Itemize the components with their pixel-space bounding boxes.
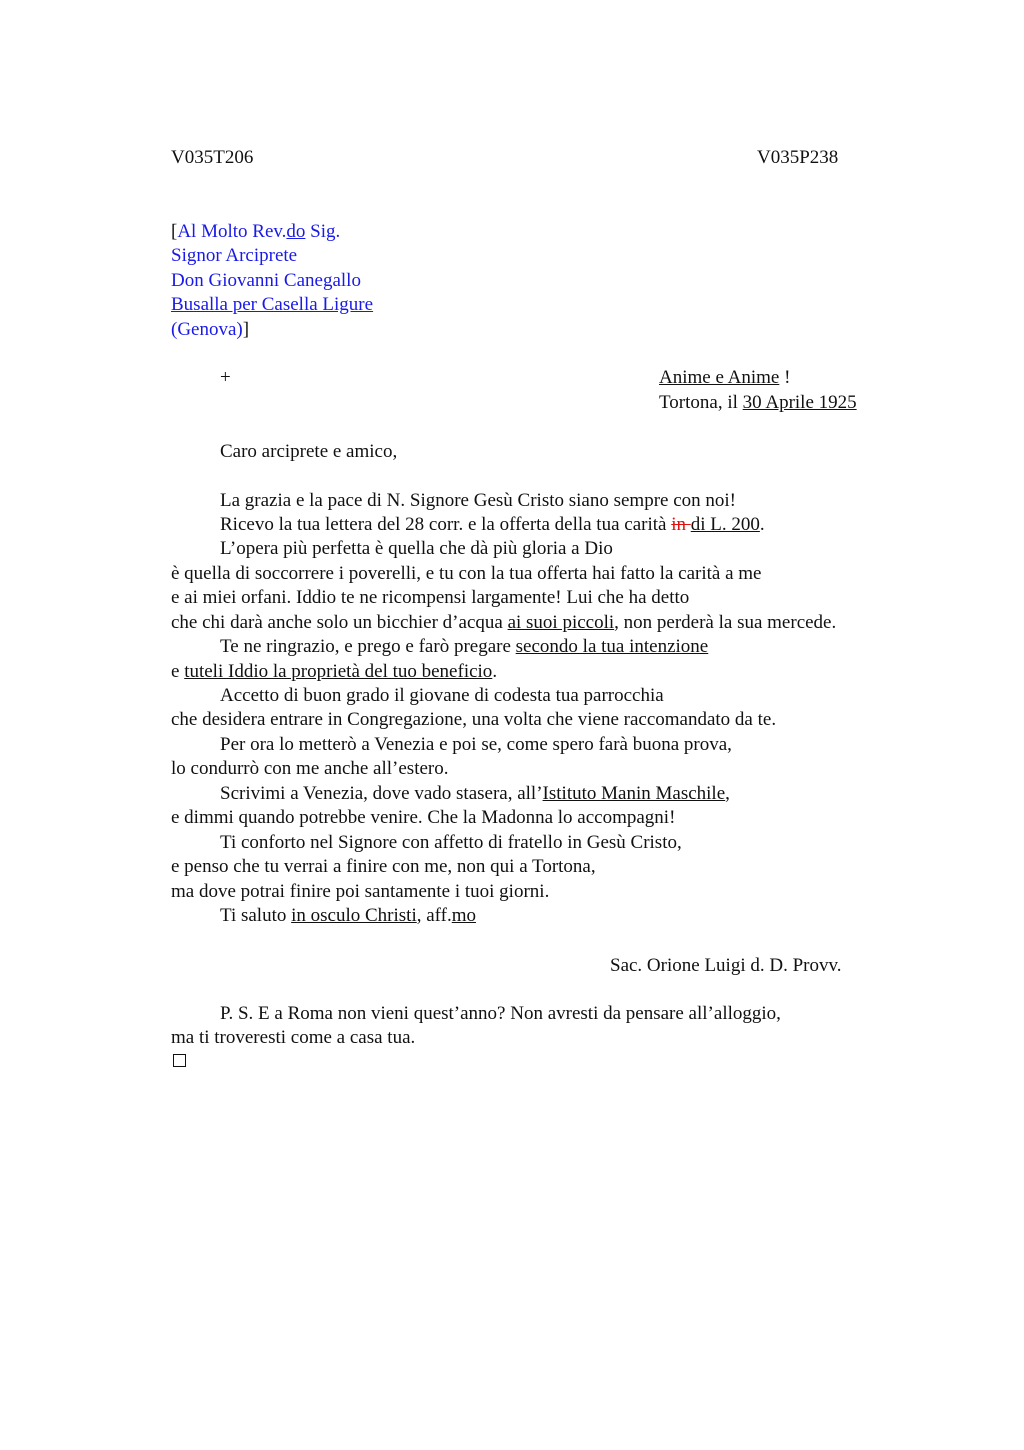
body-text: Scrivimi a Venezia, dove vado stasera, all’ (220, 783, 543, 804)
signature: Sac. Orione Luigi d. D. Provv. (610, 955, 842, 976)
body-line: Ti conforto nel Signore con affetto di fratello in Gesù Cristo, (220, 832, 682, 853)
date-value: 30 Aprile 1925 (742, 392, 857, 413)
body-text: . (759, 514, 765, 535)
body-line: ma dove potrai finire poi santamente i tuoi giorni. (171, 881, 550, 902)
body-line: L’opera più perfetta è quella che dà più gloria a Dio (220, 538, 613, 559)
letter-date (659, 391, 857, 415)
body-line: che desidera entrare in Congregazione, una volta che viene raccomandato da te. (171, 709, 777, 730)
body-text: Ricevo la tua lettera del 28 corr. e la offerta della tua carità (220, 514, 672, 535)
body-line: Accetto di buon grado il giovane di codesta tua parrocchia (220, 685, 664, 706)
body-text: Te ne ringrazio, e prego e farò pregare (220, 636, 516, 657)
underlined-amount: di L. 200 (690, 514, 760, 535)
date-place: Tortona, il (659, 392, 743, 413)
address-line-2: Signor Arciprete (171, 245, 298, 266)
bracket-open: [ (171, 221, 178, 242)
underlined-text: tuteli Iddio la proprietà del tuo beneficio (184, 661, 493, 682)
body-line: lo condurrò con me anche all’estero. (171, 758, 449, 779)
body-text: che chi darà anche solo un bicchier d’acqua (171, 612, 508, 633)
postscript-line: ma ti troveresti come a casa tua. (171, 1027, 416, 1048)
underlined-text: in osculo Christi (291, 905, 417, 926)
address-title-end: Sig. (305, 221, 341, 242)
document-code-right: V035P238 (757, 147, 839, 168)
body-text: , non perderà la sua mercede. (614, 612, 837, 633)
body-line: e penso che tu verrai a finire con me, non qui a Tortona, (171, 856, 596, 877)
body-line (220, 904, 476, 928)
body-text: Ti saluto (220, 905, 292, 926)
body-line (220, 513, 765, 537)
underlined-text: mo (451, 905, 477, 926)
postscript-line: P. S. E a Roma non vieni quest’anno? Non avresti da pensare all’alloggio, (220, 1003, 781, 1024)
body-line (220, 635, 708, 659)
motto-punct: ! (779, 367, 791, 388)
address-line-4: Busalla per Casella Ligure (171, 294, 374, 315)
address-line-5 (171, 318, 249, 342)
address-line-3: Don Giovanni Canegallo (171, 270, 361, 291)
address-title: Al Molto Rev. (177, 221, 287, 242)
body-line (220, 782, 730, 806)
underlined-text: secondo la tua intenzione (515, 636, 709, 657)
end-square-icon (173, 1054, 186, 1067)
address-title-superscript: do (286, 221, 306, 242)
underlined-text: ai suoi piccoli (507, 612, 615, 633)
body-text: , (725, 783, 730, 804)
body-text: . (492, 661, 498, 682)
address-line-1 (171, 220, 340, 244)
document-code-left: V035T206 (171, 147, 254, 168)
body-line (171, 611, 836, 635)
body-text: , aff. (416, 905, 452, 926)
greeting: Caro arciprete e amico, (220, 441, 398, 462)
underlined-text: Istituto Manin Maschile (542, 783, 726, 804)
cross-symbol: + (220, 367, 231, 388)
body-text: e (171, 661, 185, 682)
body-line (171, 660, 497, 684)
body-line: Per ora lo metterò a Venezia e poi se, come spero farà buona prova, (220, 734, 732, 755)
address-province: (Genova) (171, 319, 243, 340)
strikethrough-text: in (671, 514, 691, 535)
motto-text: Anime e Anime (659, 367, 780, 388)
motto (659, 366, 790, 390)
body-line: è quella di soccorrere i poverelli, e tu con la tua offerta hai fatto la carità a me (171, 563, 762, 584)
bracket-close: ] (242, 319, 250, 340)
body-line: e ai miei orfani. Iddio te ne ricompensi largamente! Lui che ha detto (171, 587, 690, 608)
body-line: e dimmi quando potrebbe venire. Che la Madonna lo accompagni! (171, 807, 676, 828)
body-line: La grazia e la pace di N. Signore Gesù Cristo siano sempre con noi! (220, 490, 737, 511)
